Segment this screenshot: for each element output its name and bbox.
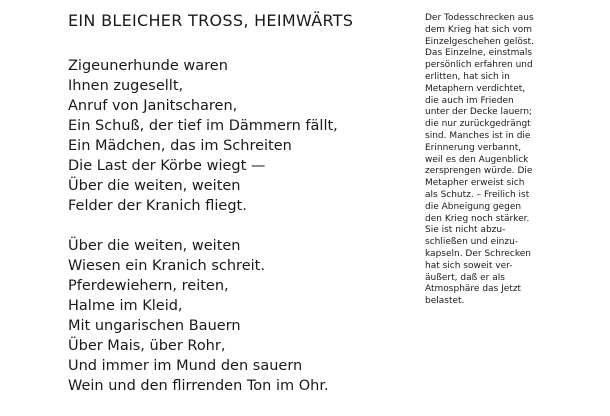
commentary-line: als Schutz. – Freilich ist [425,189,530,200]
commentary-line: unter der Decke lauern; [425,107,533,118]
poem-line: Die Last der Körbe wiegt — [68,158,266,174]
commentary-line: Atmosphäre das Jetzt [425,284,522,295]
poem-line: Ein Schuß, der tief im Dämmern fällt, [68,118,338,134]
poem-line: Pferdewiehern, reiten, [68,278,229,294]
commentary-line: Einzelgeschehen gelöst. [425,36,534,47]
stanza-2 [68,236,368,396]
commentary-line: äußert, daß er als [425,272,505,283]
commentary-line: Sie ist nicht abzu- [425,225,506,236]
commentary-line: belastet. [425,296,465,307]
commentary-line: erlitten, hat sich in [425,71,510,82]
poem [68,10,368,416]
commentary-line: persönlich erfahren und [425,60,533,71]
poem-line: Über Mais, über Rohr, [68,338,226,354]
commentary-line: schließen und einzu- [425,237,519,248]
commentary-line: Erinnerung verbannt, [425,142,522,153]
commentary-line: die auch im Frieden [425,95,514,106]
commentary-line: den Krieg noch stärker. [425,213,530,224]
poem-line: Über die weiten, weiten [68,178,241,194]
poem-line: Zigeunerhunde waren [68,58,228,74]
commentary-line: weil es den Augenblick [425,154,529,165]
commentary-line: Das Einzelne, einstmals [425,48,533,59]
poem-line: Und immer im Mund den sauern [68,358,303,374]
commentary-line: Der Todesschrecken aus [425,13,534,23]
commentary-line: die nur zurückgedrängt [425,119,531,130]
poem-line: Ein Mädchen, das im Schreiten [68,138,292,154]
poem-line: Felder der Kranich fliegt. [68,198,247,214]
poem-line: Mit ungarischen Bauern [68,318,241,334]
commentary-line: zersprengen würde. Die [425,166,533,177]
commentary-line: Metapher erweist sich [425,178,525,189]
commentary-line: die Abneigung gegen [425,201,522,212]
commentary-line: dem Krieg hat sich vom [425,24,533,35]
poem-line: Wein und den flirrenden Ton im Ohr. [68,378,329,394]
poem-line: Ihnen zugesellt, [68,78,184,94]
poem-line: Wiesen ein Kranich schreit. [68,258,265,274]
poem-line: Anruf von Janitscharen, [68,98,238,114]
commentary-line: hat sich soweit ver- [425,260,513,271]
poem-line: Über die weiten, weiten [68,238,241,254]
poem-title: EIN BLEICHER TROSS, HEIMWÄRTS [68,11,354,30]
commentary-line: Metaphern verdichtet, [425,83,526,94]
poem-line: Halme im Kleid, [68,298,183,314]
commentary-line: kapseln. Der Schrecken [425,248,531,259]
stanza-1 [68,56,368,216]
commentary-column [425,13,550,308]
commentary-line: sind. Manches ist in die [425,130,531,141]
